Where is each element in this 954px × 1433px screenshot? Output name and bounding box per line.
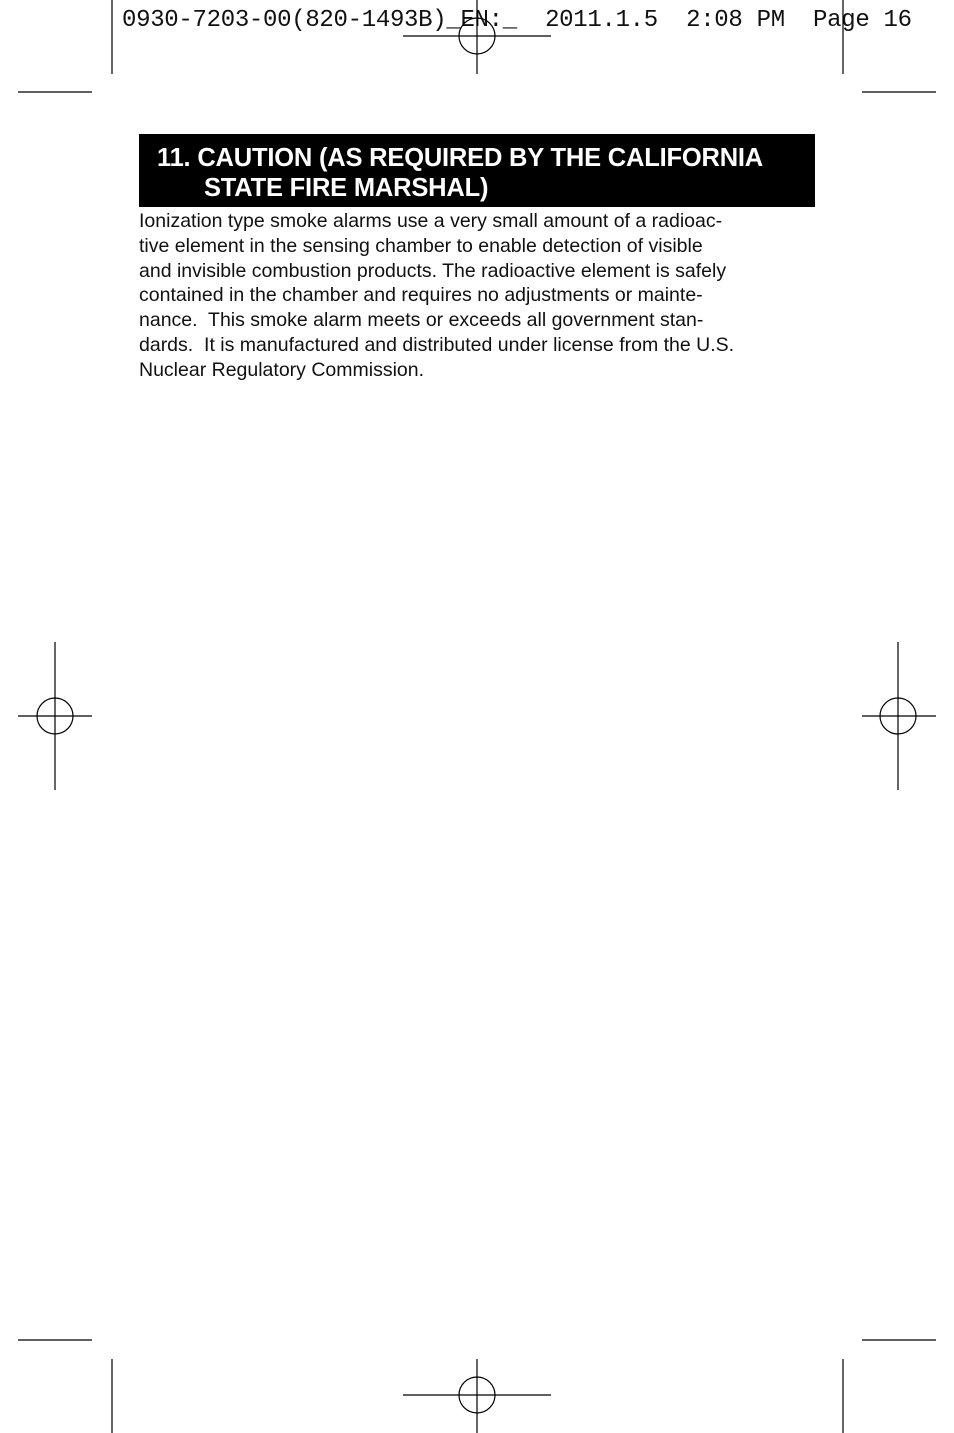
section-heading-line-1: 11. CAUTION (AS REQUIRED BY THE CALIFORNIA bbox=[157, 144, 764, 172]
paragraph-line: and invisible combustion products. The radioactive element is safely bbox=[139, 259, 727, 282]
registration-mark-bottom bbox=[403, 1359, 551, 1433]
paragraph-line: contained in the chamber and requires no adjustments or mainte- bbox=[139, 284, 703, 307]
registration-mark-right bbox=[862, 642, 936, 790]
caution-paragraph bbox=[139, 209, 829, 383]
section-heading-bar bbox=[139, 134, 815, 207]
paragraph-line: Nuclear Regulatory Commission. bbox=[139, 358, 425, 381]
print-slug-line: 0930-7203-00(820-1493B)_EN:_ 2011.1.5 2:08 PM Page 16 bbox=[122, 7, 912, 34]
paragraph-line: nance. This smoke alarm meets or exceeds all government stan- bbox=[139, 309, 704, 332]
paragraph-line: tive element in the sensing chamber to enable detection of visible bbox=[139, 234, 703, 257]
paragraph-line: Ionization type smoke alarms use a very small amount of a radioac- bbox=[139, 210, 723, 232]
paragraph-line: dards. It is manufactured and distributed under license from the U.S. bbox=[139, 333, 735, 356]
registration-mark-left bbox=[18, 642, 92, 790]
section-heading-line-2: STATE FIRE MARSHAL) bbox=[204, 174, 489, 202]
